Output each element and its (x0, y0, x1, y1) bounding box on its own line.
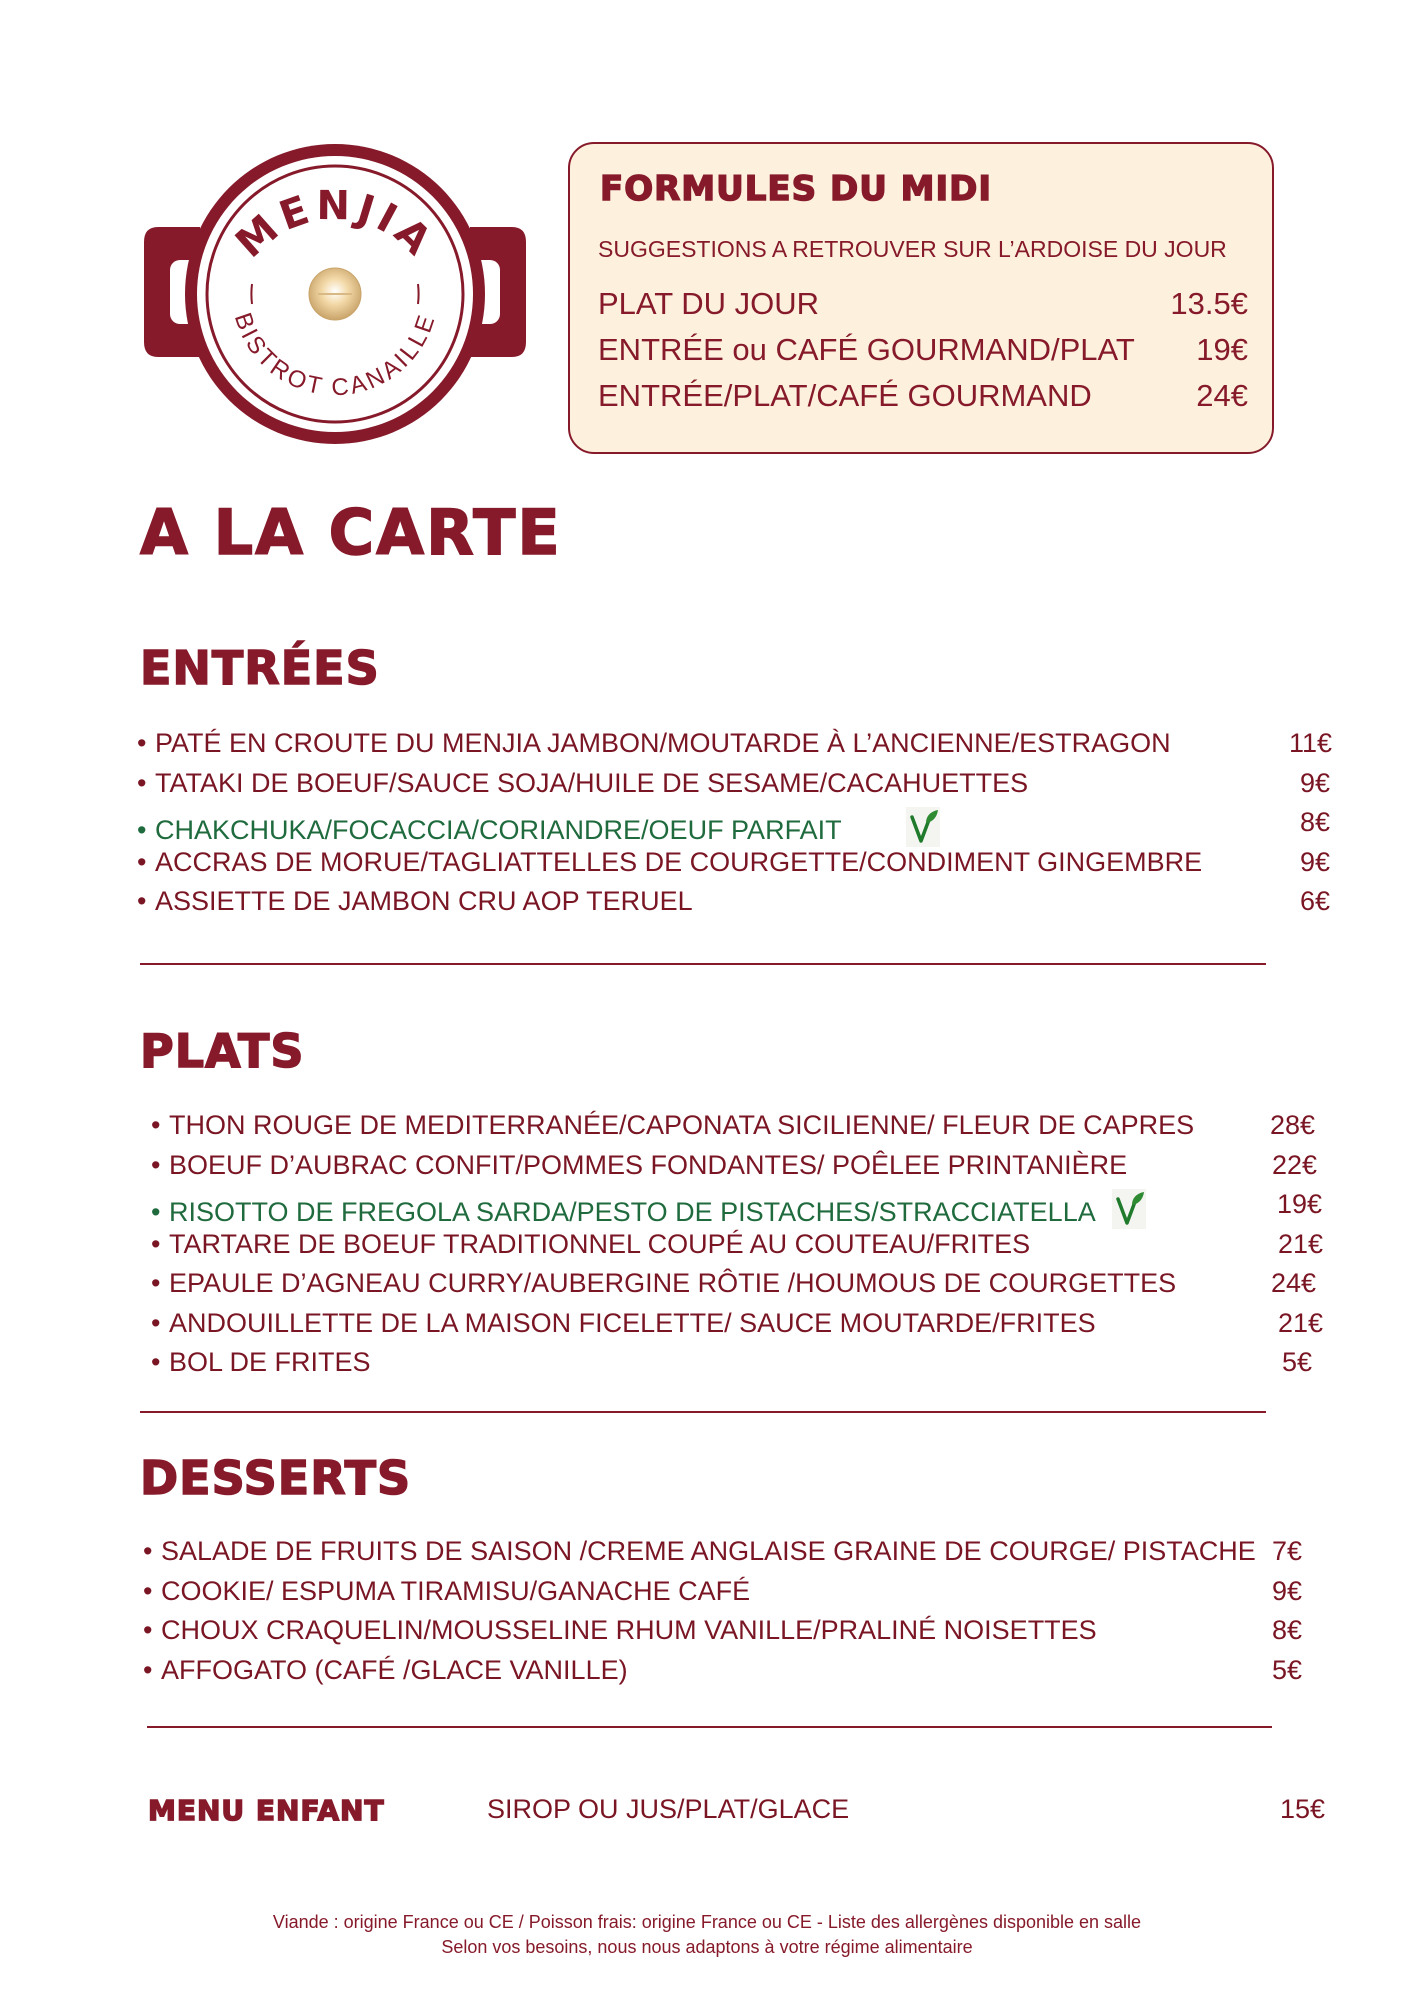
bullet: • (143, 1654, 153, 1685)
item-price: 7€ (1272, 1536, 1303, 1566)
entrees-title: ENTRÉES (140, 641, 380, 695)
formule-row (598, 378, 1248, 422)
menu-item (151, 1308, 1351, 1348)
footer-note (0, 1910, 1414, 1960)
item-price: 19€ (1277, 1189, 1323, 1219)
formule-name: PLAT DU JOUR (598, 286, 820, 321)
menu-item (137, 728, 1337, 768)
formule-row (598, 332, 1248, 376)
desserts-list (143, 1536, 1343, 1694)
item-price: 22€ (1272, 1149, 1318, 1180)
formules-title: FORMULES DU MIDI (600, 169, 992, 209)
formule-name: ENTRÉE ou CAFÉ GOURMAND/PLAT (598, 332, 1135, 367)
menu-item (137, 768, 1337, 808)
menu-item (137, 886, 1337, 926)
item-name: CHAKCHUKA/FOCACCIA/CORIANDRE/OEUF PARFAIT (155, 815, 842, 845)
bullet: • (151, 1347, 161, 1377)
item-name: THON ROUGE DE MEDITERRANÉE/CAPONATA SICILIENNE/ FLEUR DE CAPRES (169, 1110, 1195, 1140)
formules-subtitle: SUGGESTIONS A RETROUVER SUR L’ARDOISE DU JOUR (598, 236, 1227, 262)
menu-enfant-price: 15€ (1280, 1794, 1326, 1824)
item-price: 8€ (1300, 807, 1331, 837)
bullet: • (143, 1615, 153, 1645)
item-name: BOL DE FRITES (169, 1347, 371, 1377)
item-name: AFFOGATO (CAFÉ /GLACE VANILLE) (161, 1654, 628, 1685)
item-price: 9€ (1272, 1575, 1303, 1606)
section-divider (140, 963, 1266, 965)
formule-price: 13.5€ (1170, 286, 1248, 321)
item-price: 24€ (1271, 1268, 1317, 1298)
bullet: • (151, 1228, 161, 1259)
item-name: EPAULE D’AGNEAU CURRY/AUBERGINE RÔTIE /HOUMOUS DE COURGETTES (169, 1268, 1177, 1298)
item-price: 21€ (1278, 1228, 1324, 1259)
entrees-list (137, 728, 1337, 926)
casserole-pot-icon (140, 142, 530, 447)
item-price: 9€ (1300, 767, 1331, 798)
menu-item (143, 1576, 1343, 1616)
item-name: CHOUX CRAQUELIN/MOUSSELINE RHUM VANILLE/PRALINÉ NOISETTES (161, 1615, 1097, 1645)
menu-item (143, 1655, 1343, 1695)
menu-item (143, 1615, 1343, 1655)
menu-item (151, 1229, 1351, 1269)
menu-item (151, 1150, 1351, 1190)
item-price: 5€ (1272, 1654, 1303, 1685)
bullet: • (143, 1575, 153, 1606)
item-name: ACCRAS DE MORUE/TAGLIATTELLES DE COURGETTE/CONDIMENT GINGEMBRE (155, 846, 1203, 877)
formule-row (598, 286, 1248, 330)
menu-item (151, 1268, 1351, 1308)
formules-du-midi-box (568, 142, 1274, 454)
bullet: • (137, 815, 147, 845)
item-name: ANDOUILLETTE DE LA MAISON FICELETTE/ SAUCE MOUTARDE/FRITES (169, 1307, 1096, 1338)
menu-item (151, 1347, 1351, 1387)
item-price: 11€ (1289, 728, 1333, 758)
item-price: 5€ (1282, 1347, 1313, 1377)
menu-item (151, 1110, 1351, 1150)
bullet: • (151, 1149, 161, 1180)
item-name: SALADE DE FRUITS DE SAISON /CREME ANGLAISE GRAINE DE COURGE/ PISTACHE (161, 1536, 1256, 1566)
item-price: 21€ (1278, 1307, 1324, 1338)
item-name: ASSIETTE DE JAMBON CRU AOP TERUEL (155, 886, 693, 916)
formule-price: 24€ (1196, 378, 1248, 413)
menu-item (137, 847, 1337, 887)
footer-line: Selon vos besoins, nous nous adaptons à votre régime alimentaire (441, 1937, 973, 1957)
desserts-title: DESSERTS (140, 1451, 412, 1505)
menjia-logo (140, 142, 530, 447)
item-name: TARTARE DE BOEUF TRADITIONNEL COUPÉ AU COUTEAU/FRITES (169, 1228, 1031, 1259)
footer-line: Viande : origine France ou CE / Poisson frais: origine France ou CE - Liste des allergènes disponible en salle (272, 1912, 1142, 1932)
item-price: 9€ (1300, 846, 1331, 877)
bullet: • (151, 1110, 161, 1140)
bullet: • (137, 728, 147, 758)
item-price: 8€ (1272, 1615, 1303, 1645)
logo-tagline: BISTROT CANAILLE (228, 309, 442, 402)
logo-name: MENJIA (227, 183, 444, 268)
item-name: BOEUF D’AUBRAC CONFIT/POMMES FONDANTES/ POÊLEE PRINTANIÈRE (169, 1149, 1128, 1180)
formule-name: ENTRÉE/PLAT/CAFÉ GOURMAND (598, 378, 1092, 413)
item-name: PATÉ EN CROUTE DU MENJIA JAMBON/MOUTARDE À L’ANCIENNE/ESTRAGON (155, 728, 1171, 758)
a-la-carte-title: A LA CARTE (140, 496, 562, 569)
menu-item-vegetarian (151, 1189, 1351, 1229)
item-price: 28€ (1270, 1110, 1316, 1140)
bullet: • (143, 1536, 153, 1566)
bullet: • (137, 846, 147, 877)
menu-item (143, 1536, 1343, 1576)
item-price: 6€ (1300, 886, 1331, 916)
bullet: • (137, 886, 147, 916)
formule-price: 19€ (1196, 332, 1248, 367)
item-name: COOKIE/ ESPUMA TIRAMISU/GANACHE CAFÉ (161, 1575, 751, 1606)
menu-enfant-label: MENU ENFANT (148, 1794, 385, 1827)
menu-item-vegetarian (137, 807, 1337, 847)
plats-title: PLATS (140, 1024, 305, 1078)
section-divider (140, 1411, 1266, 1413)
item-name: RISOTTO DE FREGOLA SARDA/PESTO DE PISTACHES/STRACCIATELLA (169, 1197, 1096, 1227)
bullet: • (151, 1268, 161, 1298)
bullet: • (137, 767, 147, 798)
plats-list (151, 1110, 1351, 1387)
bullet: • (151, 1307, 161, 1338)
menu-enfant-description: SIROP OU JUS/PLAT/GLACE (487, 1794, 850, 1824)
item-name: TATAKI DE BOEUF/SAUCE SOJA/HUILE DE SESAME/CACAHUETTES (155, 767, 1029, 798)
section-divider (147, 1726, 1272, 1728)
bullet: • (151, 1197, 161, 1227)
